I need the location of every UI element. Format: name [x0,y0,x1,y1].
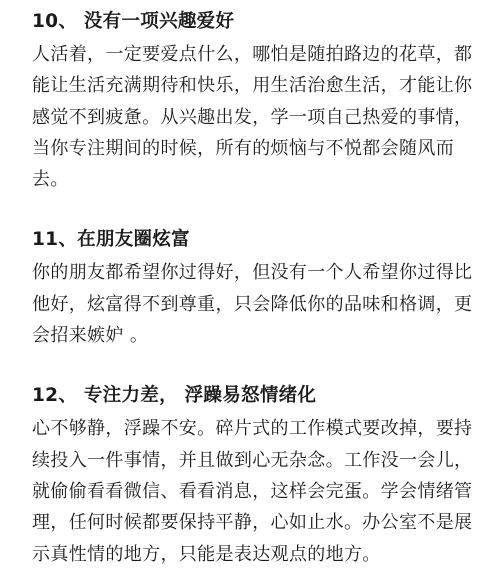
section-12 [32,382,476,569]
section-body: 心不够静，浮躁不安。碎片式的工作模式要改掉，要持续投入一件事情，并且做到心无杂念。工作没一会儿，就偷偷看看微信、看看消息，这样会完蛋。学会情绪管理，任何时候都要保持平静，心如止水。办公室不是展示真性情的地方，只能是表达观点的地方。 [32,418,473,565]
section-heading: 11、在朋友圈炫富 [32,229,190,251]
section-heading: 10、 没有一项兴趣爱好 [32,11,235,32]
section-body: 人活着，一定要爱点什么，哪怕是随拍路边的花草，都能让生活充满期待和快乐，用生活治愈生活，才能让你感觉不到疲惫。从兴趣出发，学一项自己热爱的事情，当你专注期间的时候，所有的烦恼与不悦都会随风而去。 [32,44,473,191]
section-10 [32,8,476,195]
section-heading: 12、 专注力差， 浮躁易怒情绪化 [32,385,317,407]
section-11 [32,226,476,351]
section-body: 你的朋友都希望你过得好，但没有一个人希望你过得比他好，炫富得不到尊重，只会降低你的品味和格调，更会招来嫉妒 。 [32,262,473,347]
